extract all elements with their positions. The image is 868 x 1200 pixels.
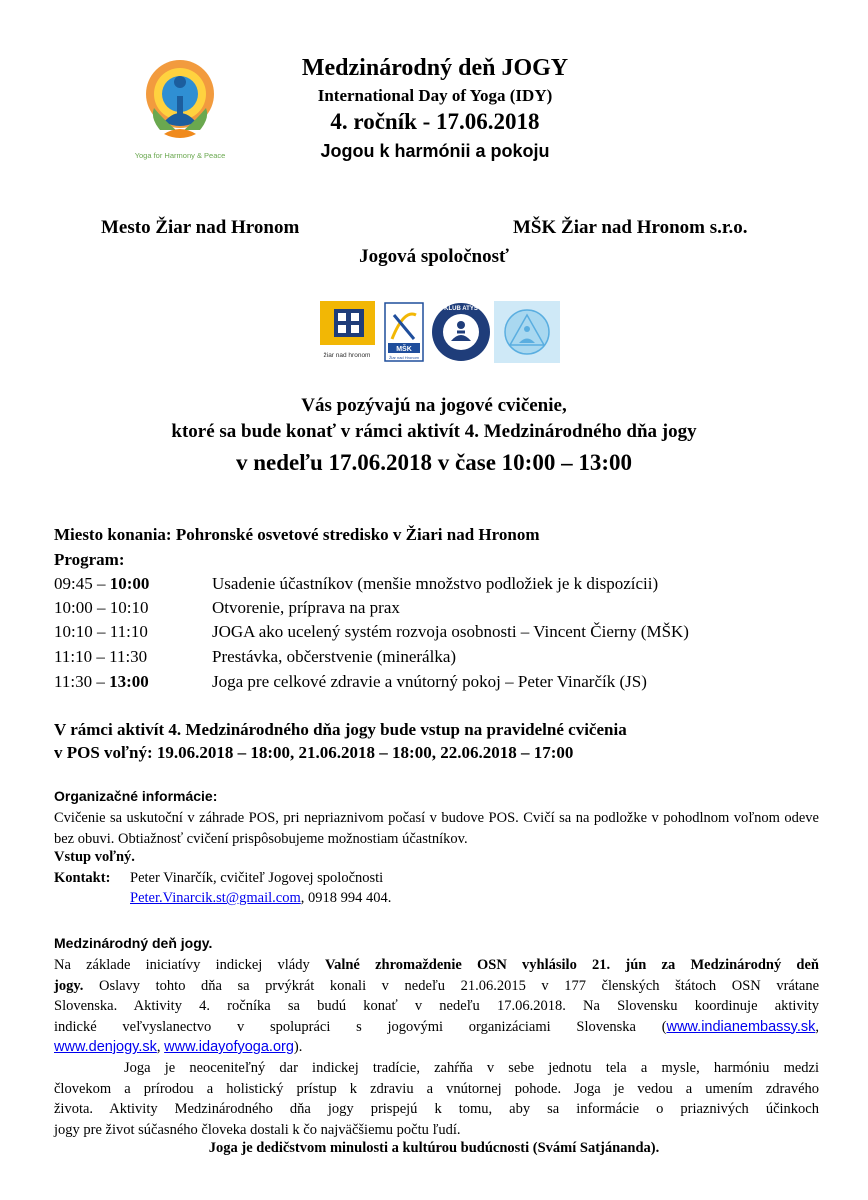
edition-line: 4. ročník - 17.06.2018 [330, 109, 540, 134]
ziar-logo-caption: žiar nad hronom [323, 352, 371, 359]
msk-logo-text: MŠK [396, 346, 412, 353]
jogova-spolocnost-logo [494, 301, 560, 363]
msk-logo-caption: Žiar nad Hronom [388, 355, 420, 360]
organizer-society: Jogová spoločnosť [359, 246, 509, 267]
idy-logo [130, 52, 230, 172]
idy-logo-caption: Yoga for Harmony & Peace [134, 151, 226, 160]
ziar-logo [320, 301, 375, 363]
link-indianembassy[interactable]: www.indianembassy.sk [666, 1018, 816, 1035]
idy-heading: Medzinárodný deň jogy. [54, 935, 213, 951]
program-label: Program: [54, 550, 125, 569]
contact-email-link[interactable]: Peter.Vinarcik.st@gmail.com [130, 890, 301, 906]
invitation-date: v nedeľu 17.06.2018 v čase 10:00 – 13:00 [235, 450, 632, 475]
program-desc: Usadenie účastníkov (menšie množstvo podložiek je k dispozícii) [212, 574, 659, 593]
free-entry-line-1: V rámci aktivít 4. Medzinárodného dňa jogy bude vstup na pravidelné cvičenia [54, 720, 627, 739]
contact-email-line [130, 890, 391, 907]
program-desc: Joga pre celkové zdravie a vnútorný pokoj – Peter Vinarčík (JS) [212, 672, 647, 691]
program-desc: Prestávka, občerstvenie (minerálka) [212, 647, 457, 666]
page-title: Medzinárodný deň JOGY [301, 55, 569, 81]
motto: Jogou k harmónii a pokoju [320, 141, 550, 161]
klub-atys-logo [431, 301, 491, 363]
contact-phone: , 0918 994 404. [300, 890, 392, 906]
organizer-club: MŠK Žiar nad Hronom s.r.o. [513, 217, 748, 238]
msk-logo [384, 301, 424, 363]
idy-paragraph-1: Na základe iniciatívy indickej vlády Valné zhromaždenie OSN vyhlásilo 21. jún za Medzinárodný deň jogy. Oslavy tohto dňa sa prvýkrát konali v nedeľu 21.06.2015 v 177 členských štátoch OSN vrátane Slovenska. Aktivity 4. ročníka sa budú konať v nedeľu 17.06.2018. Na Slovensku koordinuje aktivity indické veľvyslanectvo v spolupráci s jogovými organizáciami Slovenska (www.indianembassy.sk, www.denjogy.sk, www.idayofyoga.org). [54, 957, 819, 1055]
venue: Miesto konania: Pohronské osvetové stredisko v Žiari nad Hronom [54, 525, 540, 544]
contact-label: Kontakt: [54, 870, 111, 886]
link-idayofyoga[interactable]: www.idayofyoga.org [164, 1039, 294, 1055]
program-time: 09:45 – 10:00 [54, 574, 150, 593]
program-time: 11:30 – 13:00 [54, 672, 149, 691]
invitation-line-2: ktoré sa bude konať v rámci aktivít 4. Medzinárodného dňa jogy [171, 421, 697, 442]
organizer-city: Mesto Žiar nad Hronom [101, 217, 300, 238]
program-time: 10:10 – 11:10 [54, 622, 148, 641]
free-entry-line-2: v POS voľný: 19.06.2018 – 18:00, 21.06.2018 – 18:00, 22.06.2018 – 17:00 [54, 743, 574, 762]
klub-logo-text: KLUB ATYS [444, 306, 478, 312]
program-desc: JOGA ako ucelený systém rozvoja osobnosti – Vincent Čierny (MŠK) [212, 622, 689, 641]
program-time: 10:00 – 10:10 [54, 598, 149, 617]
org-info-text: Cvičenie sa uskutoční v záhrade POS, pri nepriaznivom počasí v budove POS. Cvičí sa na podložke v pohodlnom voľnom odeve bez obuvi. Obtiažnosť cvičení prispôsobujeme možnostiam účastníkov. [54, 810, 819, 847]
link-denjogy[interactable]: www.denjogy.sk [54, 1039, 157, 1055]
idy-paragraph-2: Joga je neoceniteľný dar indickej tradície, zahŕňa v sebe jednotu tela a mysle, harmóniu medzi človekom a prírodou a holistický prístup k zdraviu a vnútornej pohode. Joga je vedou a umením zdravého života. Aktivity Medzinárodného dňa jogy prispejú k tomu, aby sa informácie o priaznivých účinkoch jogy pre život súčasného človeka dostali k čo najväčšiemu počtu ľudí. [54, 1060, 819, 1138]
program-desc: Otvorenie, príprava na prax [212, 598, 400, 617]
entry-free: Vstup voľný. [54, 849, 135, 865]
contact-name: Peter Vinarčík, cvičiteľ Jogovej spoločnosti [130, 870, 384, 886]
closing-quote: Joga je dedičstvom minulosti a kultúrou budúcnosti (Svámí Satjánanda). [208, 1140, 660, 1156]
program-time: 11:10 – 11:30 [54, 647, 148, 666]
org-info-heading: Organizačné informácie: [54, 788, 218, 804]
page-subtitle: International Day of Yoga (IDY) [317, 86, 553, 105]
invitation-line-1: Vás pozývajú na jogové cvičenie, [301, 395, 567, 416]
